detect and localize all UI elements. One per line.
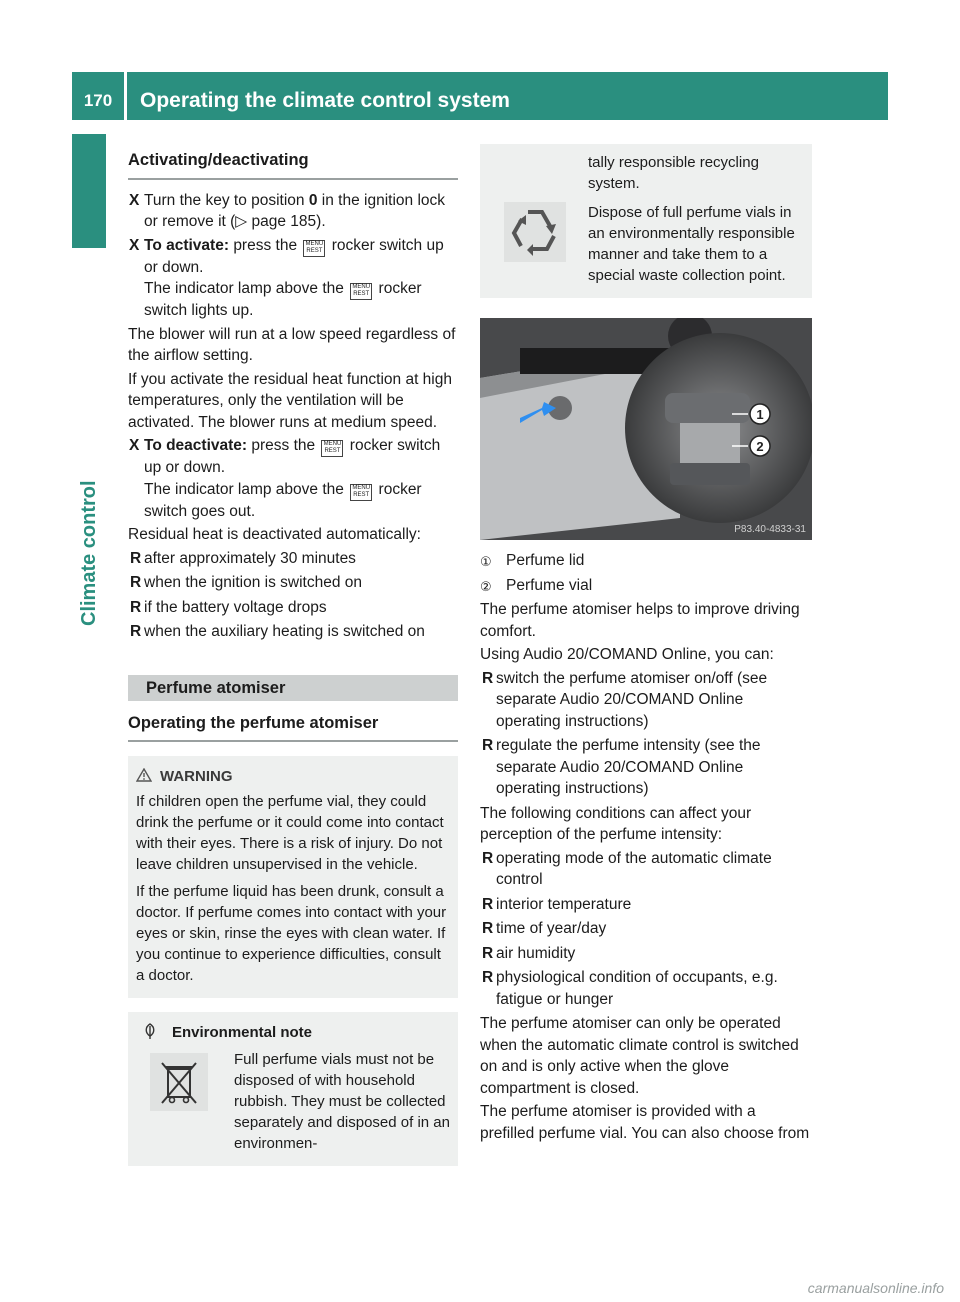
bullet-icon: R — [482, 920, 494, 937]
step-deactivate: X To deactivate: press the MENU REST rocker switch up or down. The indicator lamp above the MENU REST rocker switch goes out. — [129, 437, 441, 520]
environmental-note-title: Environmental note — [136, 1022, 450, 1043]
paragraph: The blower will run at a low speed regardless of the airflow setting. — [128, 325, 456, 364]
side-tab — [72, 260, 106, 660]
callout-2: 2 — [756, 439, 764, 454]
bullet-icon: R — [130, 598, 142, 616]
perfume-atomiser-photo — [480, 318, 812, 540]
environmental-note-text: Full perfume vials must not be disposed of with household rubbish. They must be collected separately and disposed of in an environmen- — [234, 1051, 450, 1152]
page-header — [72, 72, 888, 120]
side-tab-label: Climate control — [78, 480, 100, 626]
heading-operating-perfume: Operating the perfume atomiser — [128, 713, 458, 743]
watermark: carmanualsonline.info — [807, 1280, 944, 1296]
step-arrow-icon: X — [129, 437, 140, 454]
legend-item: ① Perfume lid — [480, 552, 585, 569]
bullet-icon: R — [482, 969, 494, 986]
recycling-text: Dispose of full perfume vials in an environmentally responsible manner and take them to a special waste collection point. — [588, 204, 795, 284]
environmental-leaf-icon — [142, 1022, 158, 1040]
recycling-icon — [504, 202, 566, 262]
list-item: R switch the perfume atomiser on/off (see separate Audio 20/COMAND Online operating instructions) — [482, 669, 768, 730]
side-tab-block — [72, 134, 106, 248]
left-column — [128, 150, 458, 1166]
callout-1: 1 — [756, 407, 764, 422]
bullet-icon: R — [482, 944, 494, 962]
paragraph: The following conditions can affect your perception of the perfume intensity: — [480, 804, 752, 843]
step-activate: X To activate: press the MENU REST rocker switch up or down. The indicator lamp above the MENU REST rocker switch lights up. — [129, 236, 444, 319]
page-title: Operating the climate control system — [140, 89, 510, 112]
bullet-icon: R — [482, 895, 494, 913]
list-item: R physiological condition of occupants, e.g. fatigue or hunger — [482, 969, 778, 1008]
step-arrow-icon: X — [129, 191, 140, 209]
warning-triangle-icon — [136, 768, 152, 782]
step-arrow-icon: X — [129, 236, 140, 254]
crossed-bin-icon — [150, 1053, 208, 1111]
list-item: R interior temperature — [480, 894, 812, 916]
paragraph: The perfume atomiser helps to improve driving comfort. — [480, 601, 800, 640]
warning-title: WARNING — [136, 766, 450, 787]
right-column — [480, 150, 812, 1146]
warning-text: If children open the perfume vial, they could drink the perfume or it could come into contact with their eyes. There is a risk of injury. Do not leave children unsupervised in the vehicle. — [136, 793, 444, 873]
recycling-note-box — [480, 144, 812, 298]
list-item: R regulate the perfume intensity (see the separate Audio 20/COMAND Online operating instructions) — [482, 737, 761, 797]
warning-text: If the perfume liquid has been drunk, consult a doctor. If perfume comes into contact with your eyes or skin, rinse the eyes with clean water. If you continue to experience difficulties, consult a doctor. — [136, 883, 447, 984]
step-turn-key: X Turn the key to position 0 in the ignition lock or remove it (▷ page 185). — [129, 191, 446, 230]
paragraph: Using Audio 20/COMAND Online, you can: — [480, 646, 774, 663]
photo-code: P83.40-4833-31 — [734, 524, 806, 535]
menu-rest-button-icon: MENU REST — [303, 240, 325, 257]
warning-box — [128, 756, 458, 998]
section-perfume-atomiser: Perfume atomiser — [128, 675, 458, 701]
paragraph: Residual heat is deactivated automatically: — [128, 526, 421, 543]
recycling-text: tally responsible recycling system. — [588, 154, 759, 192]
paragraph: If you activate the residual heat function at high temperatures, only the ventilation will be activated. The blower runs at medium speed. — [128, 370, 452, 431]
list-item: R if the battery voltage drops — [128, 597, 458, 619]
bullet-icon: R — [482, 737, 494, 754]
heading-activating: Activating/deactivating — [128, 150, 458, 180]
page-number: 170 — [83, 91, 113, 110]
list-item: R when the ignition is switched on — [128, 572, 458, 594]
bullet-icon: R — [130, 549, 142, 567]
paragraph: The perfume atomiser can only be operated when the automatic climate control is switched on and is only active when the glove compartment is closed. — [480, 1015, 799, 1097]
bullet-icon: R — [482, 669, 494, 687]
menu-rest-button-icon: MENU REST — [350, 484, 372, 501]
menu-rest-button-icon: MENU REST — [350, 283, 372, 300]
paragraph: The perfume atomiser is provided with a prefilled perfume vial. You can also choose from — [480, 1103, 810, 1142]
list-item: R time of year/day — [480, 918, 812, 940]
list-item: R air humidity — [480, 943, 812, 965]
bullet-icon: R — [130, 623, 142, 640]
bullet-icon: R — [482, 849, 494, 867]
legend-item: ② Perfume vial — [480, 576, 593, 594]
header-divider — [124, 72, 127, 120]
list-item: R when the auxiliary heating is switched on — [128, 621, 458, 643]
perfume-atomiser-illustration — [480, 318, 812, 540]
bullet-icon: R — [130, 574, 142, 591]
menu-rest-button-icon: MENU REST — [321, 440, 343, 457]
list-item: R after approximately 30 minutes — [128, 548, 458, 570]
environmental-note-box — [128, 1012, 458, 1166]
list-item: R operating mode of the automatic climate control — [482, 849, 772, 888]
